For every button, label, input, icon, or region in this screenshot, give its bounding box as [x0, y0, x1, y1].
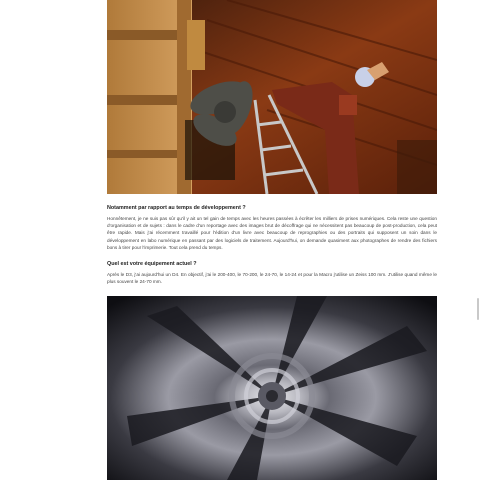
question-development-time: Notamment par rapport au temps de développement ? — [107, 205, 246, 211]
interview-text — [107, 204, 437, 285]
propeller-worker-photo — [107, 0, 437, 194]
answer-equipment: Après le D3, j'ai aujourd'hui un D4. En objectif, j'ai le 200-400, le 70-200, le 24-70, le 14-24 et pour la Macro j'utilise un Zeiss 100 mm. J'utilise quand même le plus souvent le 24-70 mm. — [107, 272, 437, 285]
answer-development-time: Honnêtement, je ne suis pas sûr qu'il y ait un tel gain de temps avec les heures passées à écrêter les milliers de prises numériques. Cela reste une question d'organisation et de sujets : dans le cadre d'un reportage avec des images brut de décoffrage qui ne nécessitent pas beaucoup de post-production, cela peut être rapide. Mais j'ai récemment travaillé pour l'édition d'un livre avec beaucoup de reprographies ou des portraits qui supposent un soin dans le développement en labo numérique en passant par des logiciels de traitement. Aujourd'hui, on demande quasiment aux photographes de rendre des fichiers bons à tirer pour l'imprimerie. Tout cela prend du temps. — [107, 216, 437, 250]
tunnel-photo — [107, 296, 437, 480]
question-equipment: Quel est votre équipement actuel ? — [107, 261, 197, 268]
scrollbar[interactable] — [476, 0, 480, 480]
scrollbar-thumb[interactable] — [477, 298, 479, 320]
